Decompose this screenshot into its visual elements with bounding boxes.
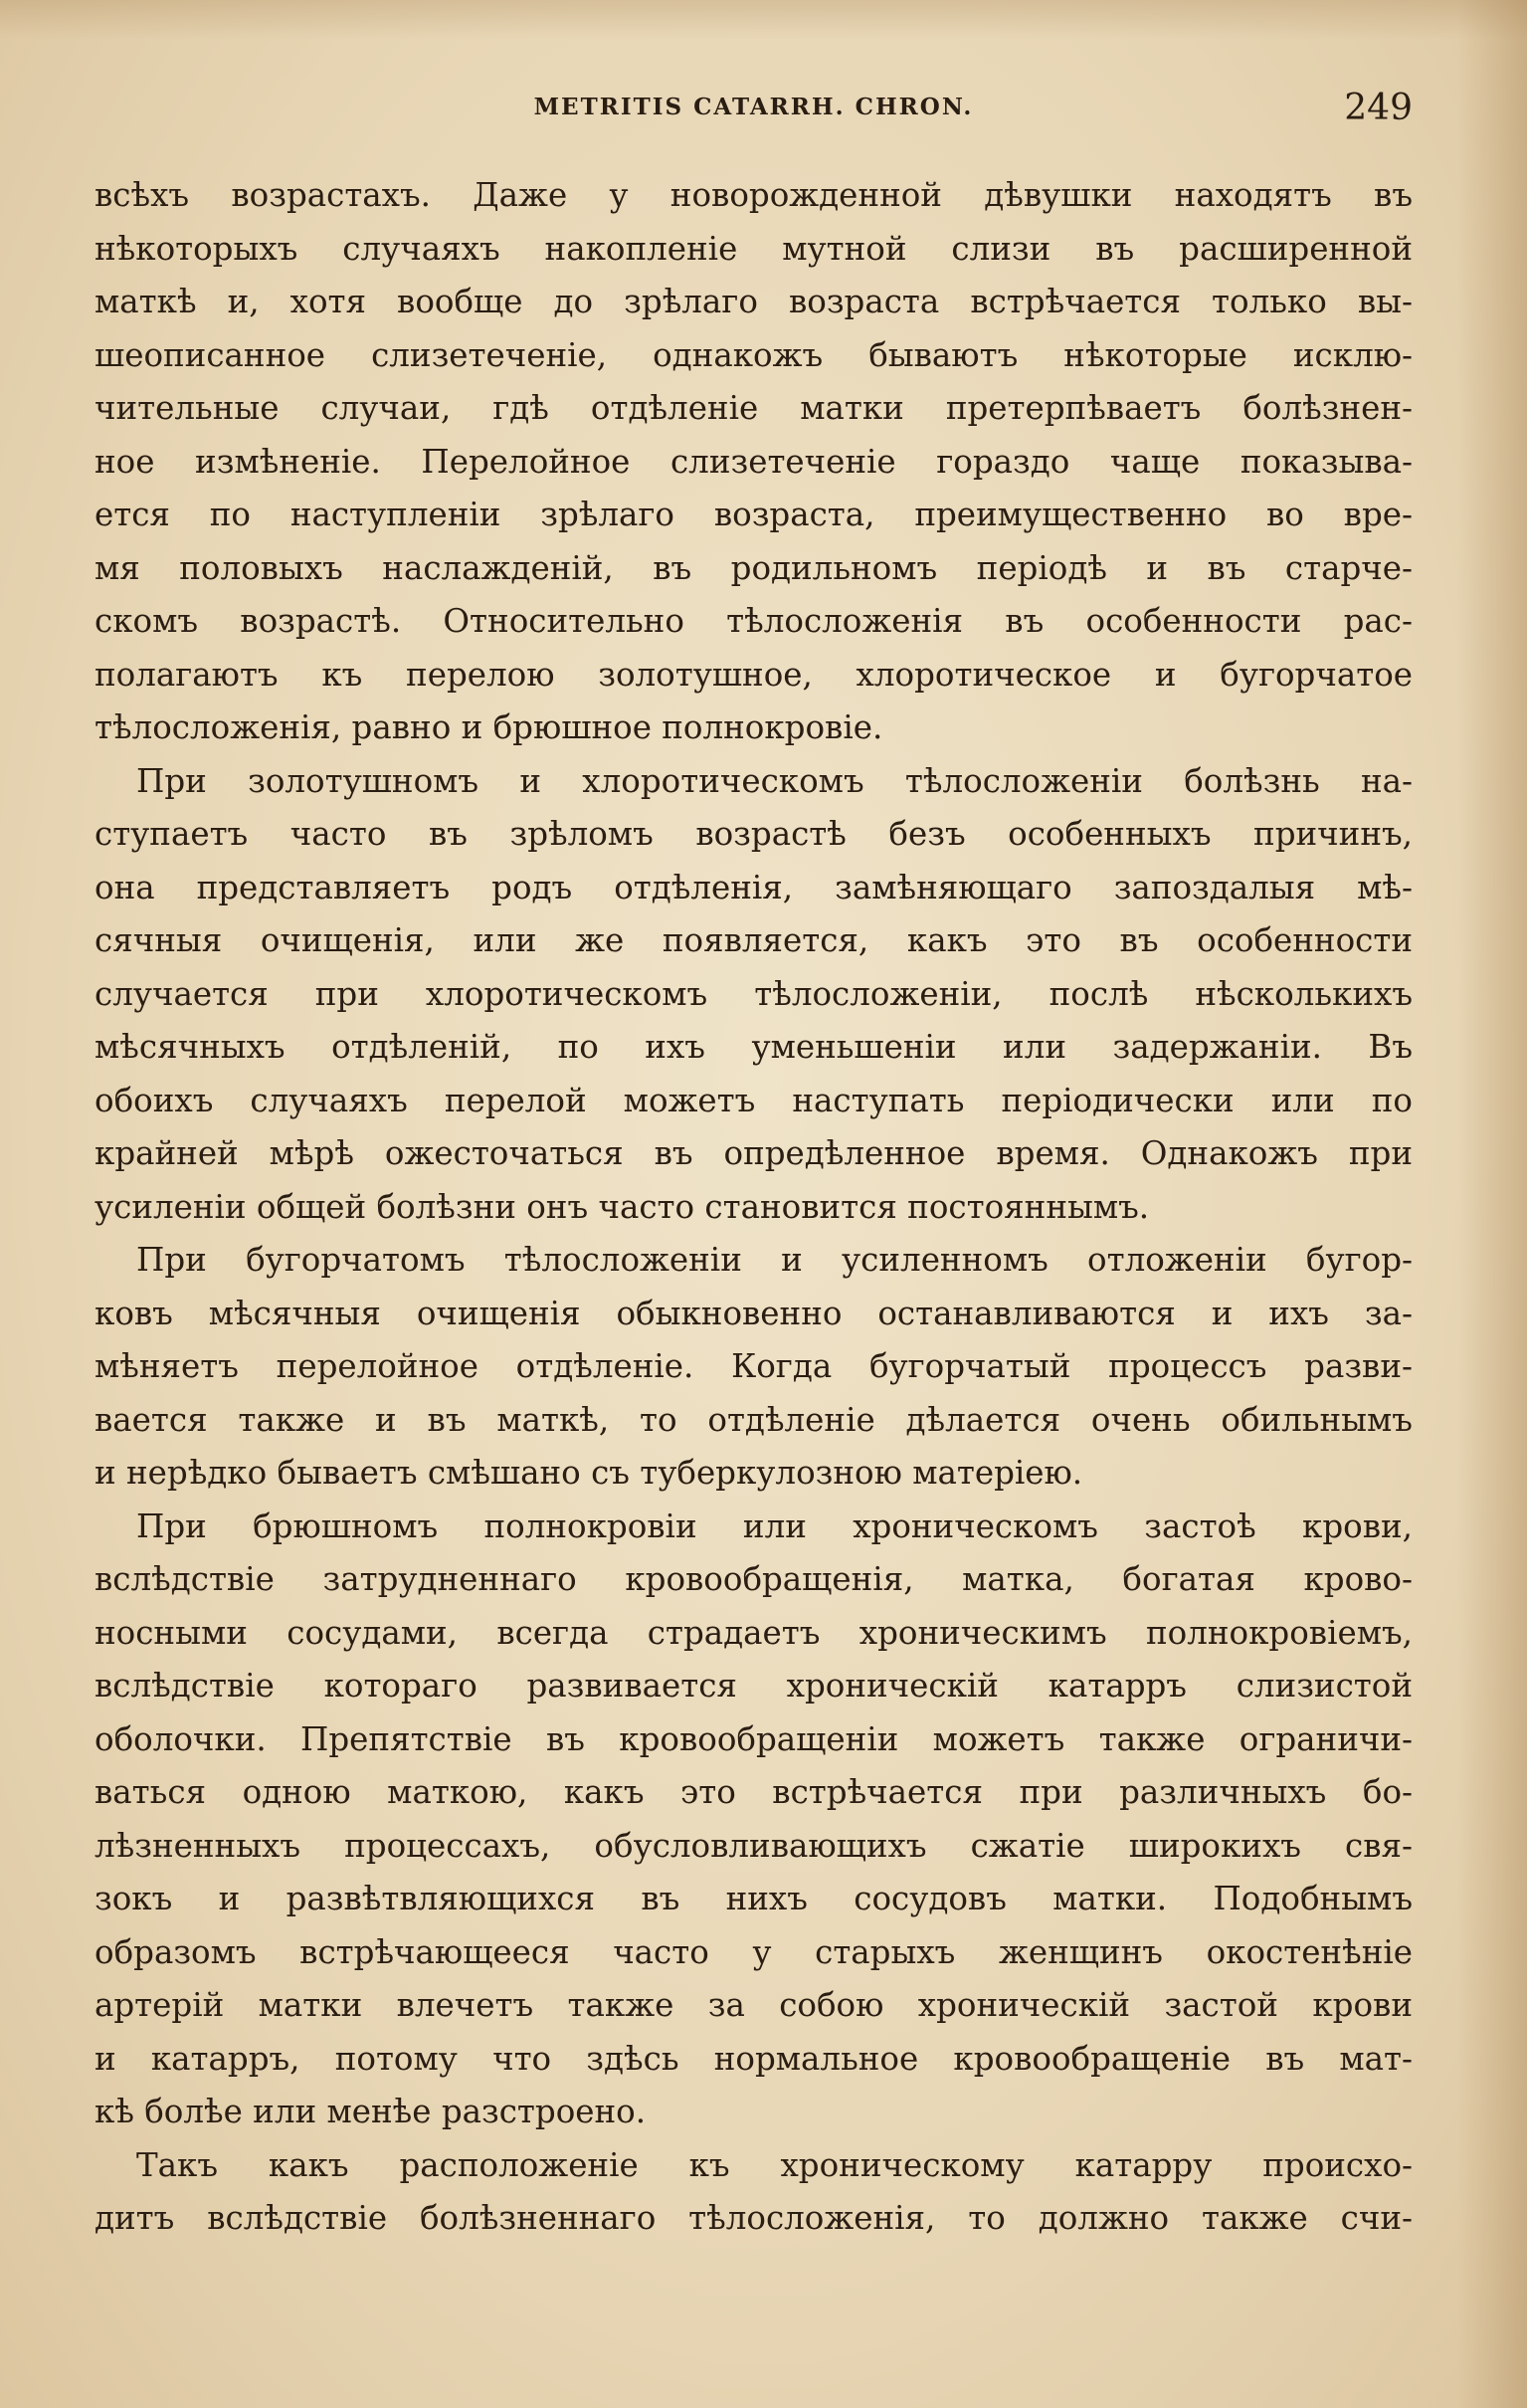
text-line: скомъ возрастѣ. Относительно тѣлосложенія въ особенности рас- bbox=[95, 602, 1413, 640]
text-line: и нерѣдко бываетъ смѣшано съ туберкулозною матеріею. bbox=[95, 1454, 1083, 1492]
paragraph-2 bbox=[95, 755, 1413, 1235]
text-line: ется по наступленіи зрѣлаго возраста, преимущественно во вре- bbox=[95, 496, 1413, 533]
text-line: При брюшномъ полнокровіи или хроническомъ застоѣ крови, bbox=[136, 1506, 1413, 1545]
text-line: мѣняетъ перелойное отдѣленіе. Когда бугорчатый процессъ разви- bbox=[95, 1347, 1413, 1385]
text-line: артерій матки влечетъ также за собою хроническій застой крови bbox=[95, 1986, 1413, 2024]
text-line: случается при хлоротическомъ тѣлосложеніи, послѣ нѣсколькихъ bbox=[95, 974, 1413, 1013]
text-line: крайней мѣрѣ ожесточаться въ опредѣленное время. Однакожъ при bbox=[95, 1134, 1413, 1172]
text-line: нѣкоторыхъ случаяхъ накопленіе мутной слизи въ расширенной bbox=[95, 229, 1413, 268]
text-line: носными сосудами, всегда страдаетъ хроническимъ полнокровіемъ, bbox=[95, 1613, 1413, 1652]
text-line: При бугорчатомъ тѣлосложеніи и усиленномъ отложеніи бугор- bbox=[136, 1241, 1413, 1279]
running-title: METRITIS CATARRH. CHRON. bbox=[533, 94, 974, 120]
text-line: ступаетъ часто въ зрѣломъ возрастѣ безъ особенныхъ причинъ, bbox=[95, 815, 1413, 853]
text-line: При золотушномъ и хлоротическомъ тѣлосложеніи болѣзнь на- bbox=[136, 761, 1413, 800]
text-line: тѣлосложенія, равно и брюшное полнокровіе. bbox=[95, 708, 883, 746]
text-line: всѣхъ возрастахъ. Даже у новорожденной дѣвушки находятъ въ bbox=[95, 176, 1413, 214]
text-line: вслѣдствіе котораго развивается хроническій катарръ слизистой bbox=[95, 1667, 1413, 1705]
text-line: дитъ вслѣдствіе болѣзненнаго тѣлосложенія, то должно также счи- bbox=[95, 2199, 1413, 2237]
text-line: Такъ какъ расположеніе къ хроническому катарру происхо- bbox=[136, 2145, 1413, 2184]
text-line: зокъ и развѣтвляющихся въ нихъ сосудовъ матки. Подобнымъ bbox=[95, 1880, 1413, 1917]
text-line: мѣсячныхъ отдѣленій, по ихъ уменьшеніи или задержаніи. Въ bbox=[95, 1028, 1413, 1066]
text-line: ное измѣненіе. Перелойное слизетеченіе гораздо чаще показыва- bbox=[95, 442, 1413, 481]
page-edge-shadow bbox=[1457, 0, 1527, 2408]
text-line: маткѣ и, хотя вообще до зрѣлаго возраста встрѣчается только вы- bbox=[95, 283, 1413, 320]
paragraph-3 bbox=[95, 1234, 1413, 1501]
text-line: кѣ болѣе или менѣе разстроено. bbox=[95, 2093, 647, 2130]
text-line: лѣзненныхъ процессахъ, обусловливающихъ сжатіе широкихъ свя- bbox=[95, 1826, 1413, 1865]
paragraph-4 bbox=[95, 1501, 1413, 2139]
text-line: и катарръ, потому что здѣсь нормальное кровообращеніе въ мат- bbox=[95, 2039, 1413, 2078]
paragraph-5 bbox=[95, 2139, 1413, 2246]
text-line: ковъ мѣсячныя очищенія обыкновенно останавливаются и ихъ за- bbox=[95, 1294, 1413, 1332]
paragraph-1 bbox=[95, 169, 1413, 755]
text-line: оболочки. Препятствіе въ кровообращеніи можетъ также ограничи- bbox=[95, 1719, 1413, 1758]
text-line: ваться одною маткою, какъ это встрѣчается при различныхъ бо- bbox=[95, 1773, 1413, 1811]
body-text bbox=[95, 169, 1413, 2246]
text-line: мя половыхъ наслажденій, въ родильномъ періодѣ и въ старче- bbox=[95, 548, 1413, 587]
text-line: вслѣдствіе затрудненнаго кровообращенія, матка, богатая крово- bbox=[95, 1560, 1413, 1598]
text-line: полагаютъ къ перелою золотушное, хлоротическое и бугорчатое bbox=[95, 655, 1413, 694]
text-line: шеописанное слизетеченіе, однакожъ бываютъ нѣкоторые исклю- bbox=[95, 335, 1413, 374]
text-line: чительные случаи, гдѣ отдѣленіе матки претерпѣваетъ болѣзнен- bbox=[95, 389, 1413, 427]
running-head bbox=[95, 88, 1413, 131]
text-line: усиленіи общей болѣзни онъ часто становится постояннымъ. bbox=[95, 1187, 1150, 1226]
text-line: обоихъ случаяхъ перелой можетъ наступать періодически или по bbox=[95, 1081, 1413, 1119]
page-number: 249 bbox=[1344, 88, 1413, 128]
text-line: сячныя очищенія, или же появляется, какъ это въ особенности bbox=[95, 921, 1413, 959]
page-top-shadow bbox=[0, 0, 1527, 40]
text-line: образомъ встрѣчающееся часто у старыхъ женщинъ окостенѣніе bbox=[95, 1932, 1413, 1971]
text-line: вается также и въ маткѣ, то отдѣленіе дѣлается очень обильнымъ bbox=[95, 1400, 1413, 1439]
text-line: она представляетъ родъ отдѣленія, замѣняющаго запоздалыя мѣ- bbox=[95, 868, 1413, 906]
